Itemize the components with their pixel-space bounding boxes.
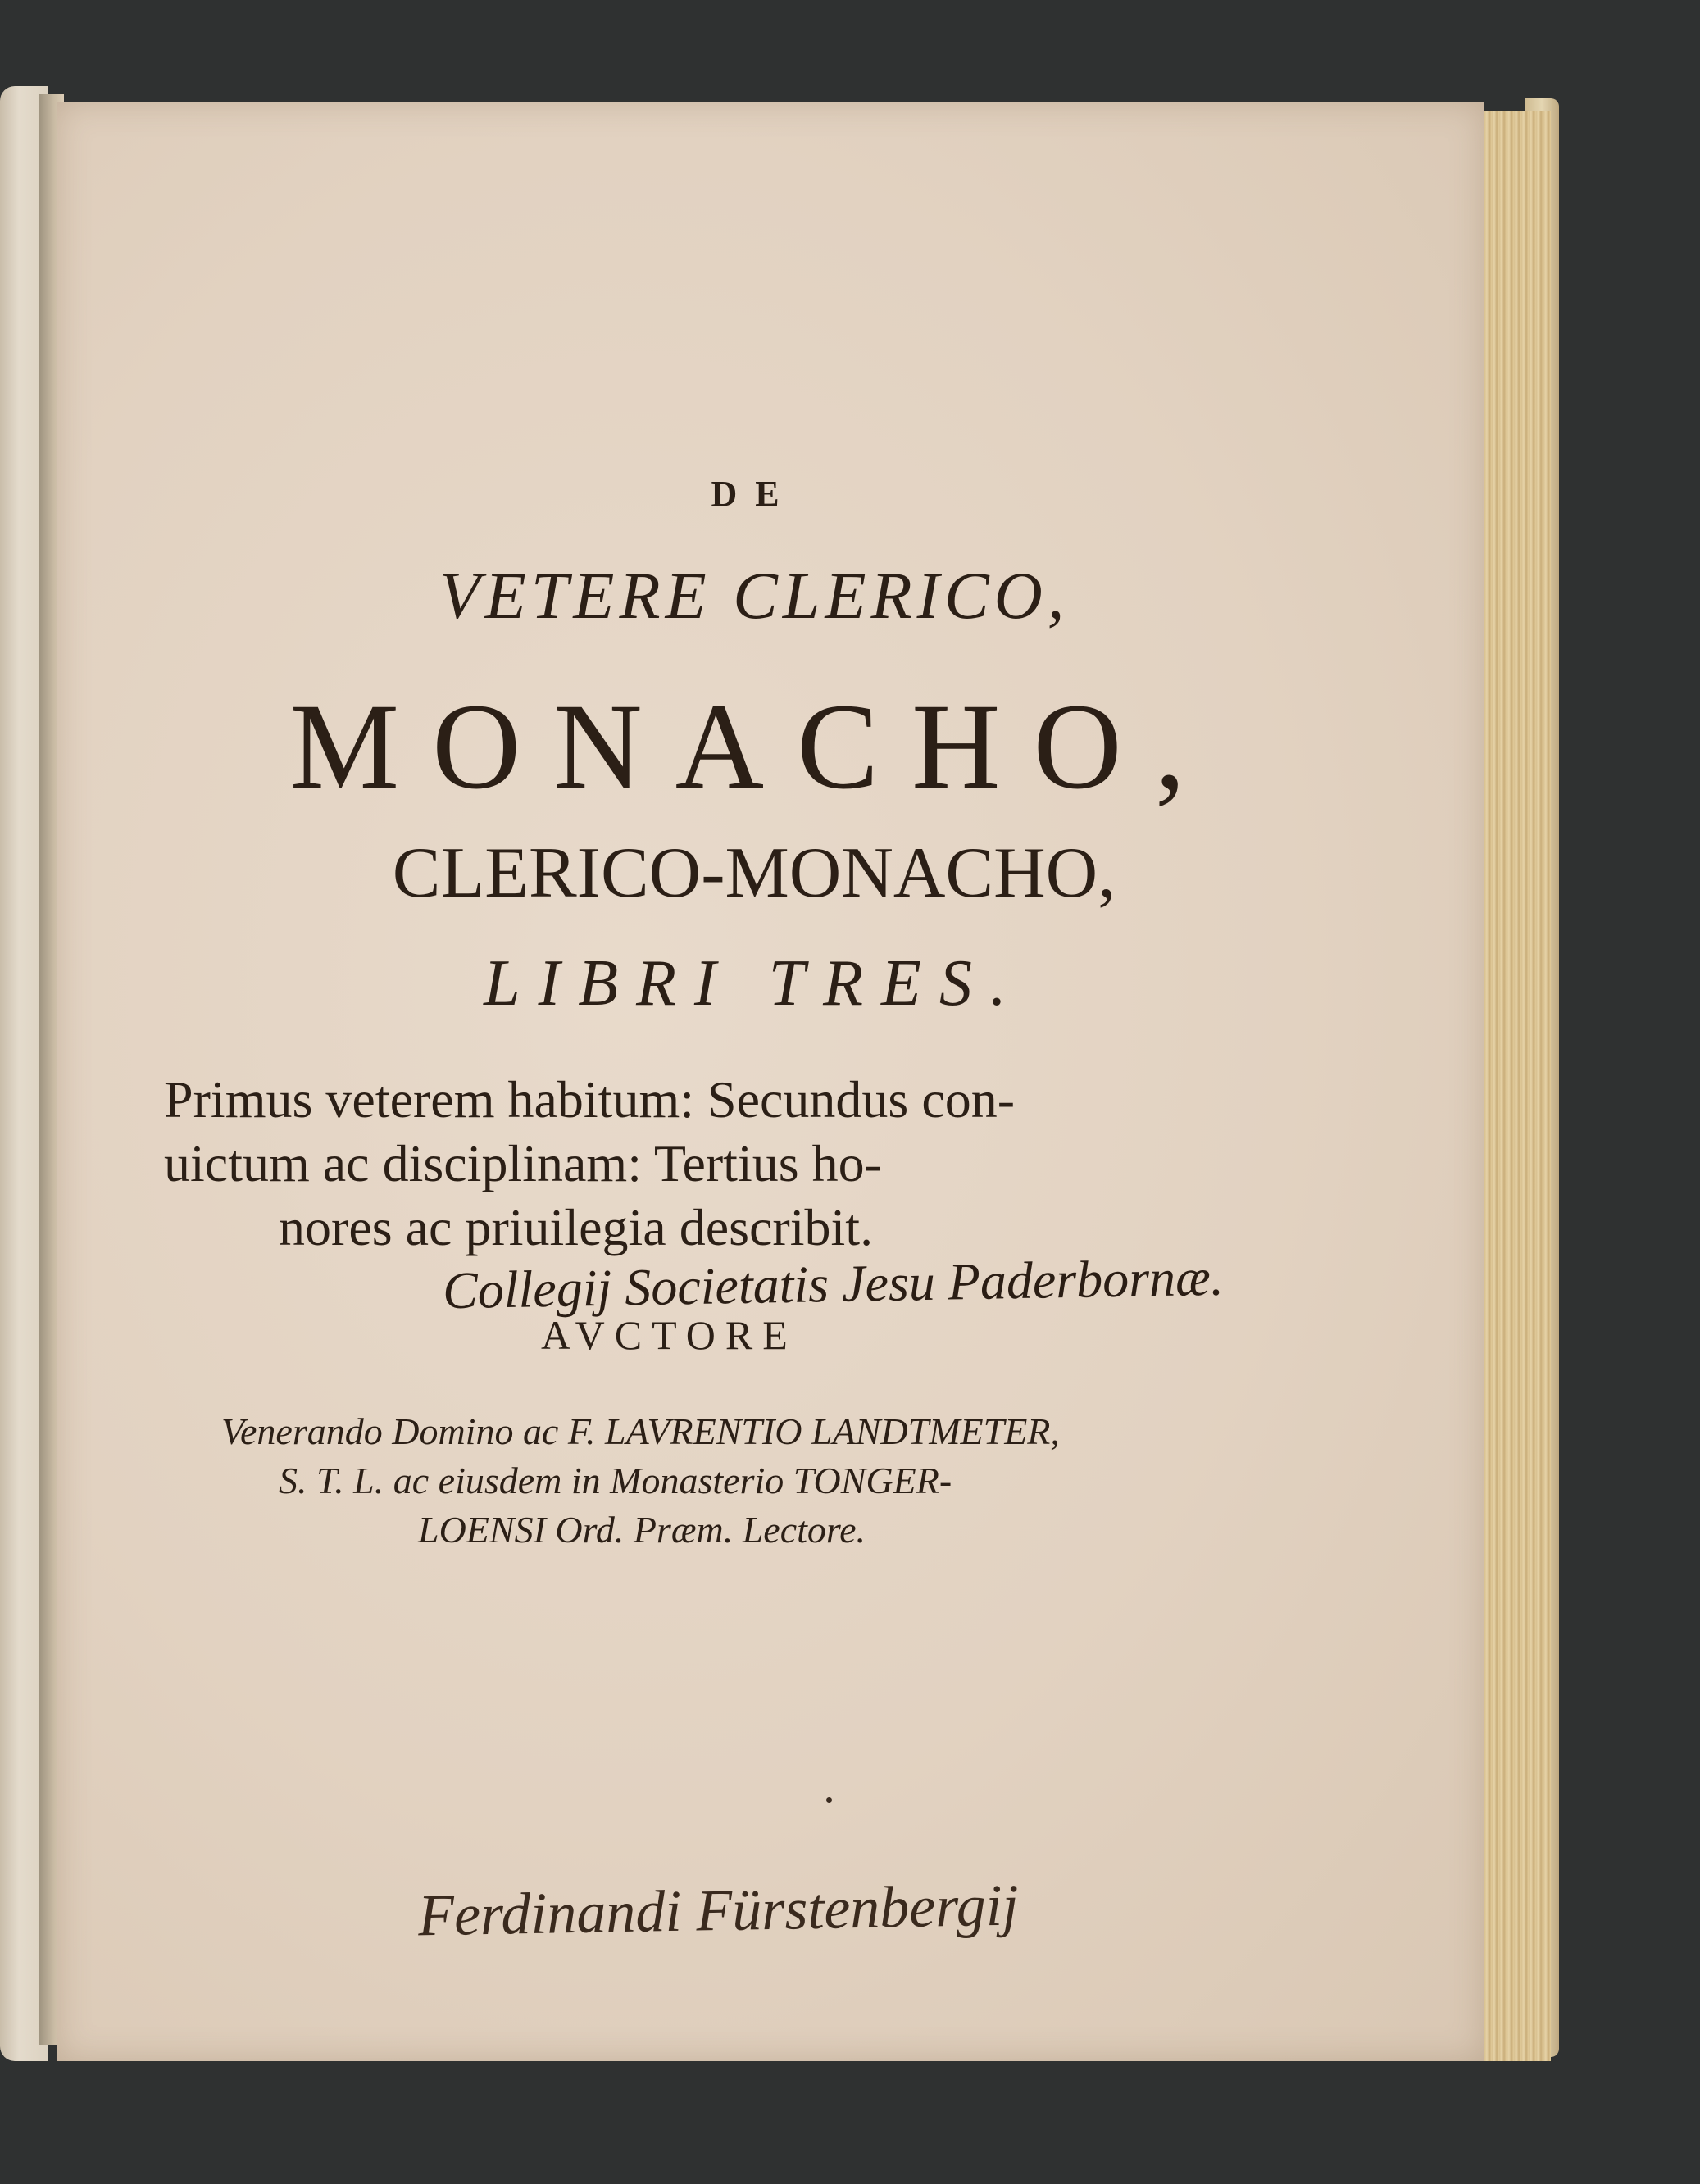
title-libri-tres: LIBRI TRES. bbox=[484, 947, 1025, 1019]
author-line: Venerando Domino ac F. LAVRENTIO LANDTMETER, bbox=[221, 1410, 1060, 1452]
title-monacho: MONACHO, bbox=[289, 679, 1219, 815]
description-line: uictum ac disciplinam: Tertius ho- bbox=[164, 1134, 882, 1192]
page-block-edge bbox=[1475, 111, 1551, 2061]
description-line: nores ac priuilegia describit. bbox=[279, 1198, 874, 1256]
auctore-label: AVCTORE bbox=[541, 1312, 798, 1358]
title-de: DE bbox=[711, 474, 798, 514]
author-line: LOENSI Ord. Præm. Lectore. bbox=[418, 1509, 866, 1551]
author-line: S. T. L. ac eiusdem in Monasterio TONGER- bbox=[279, 1460, 952, 1501]
title-clerico-monacho: CLERICO-MONACHO, bbox=[392, 833, 1116, 913]
title-vetere-clerico: VETERE CLERICO, bbox=[439, 558, 1070, 633]
ownership-inscription: Collegij Societatis Jesu Paderbornæ. bbox=[442, 1247, 1225, 1320]
ink-dot bbox=[826, 1797, 832, 1803]
handwritten-signature: Ferdinandi Fürstenbergij bbox=[417, 1872, 1020, 1949]
description-line: Primus veterem habitum: Secundus con- bbox=[164, 1070, 1016, 1128]
title-page bbox=[57, 102, 1484, 2061]
